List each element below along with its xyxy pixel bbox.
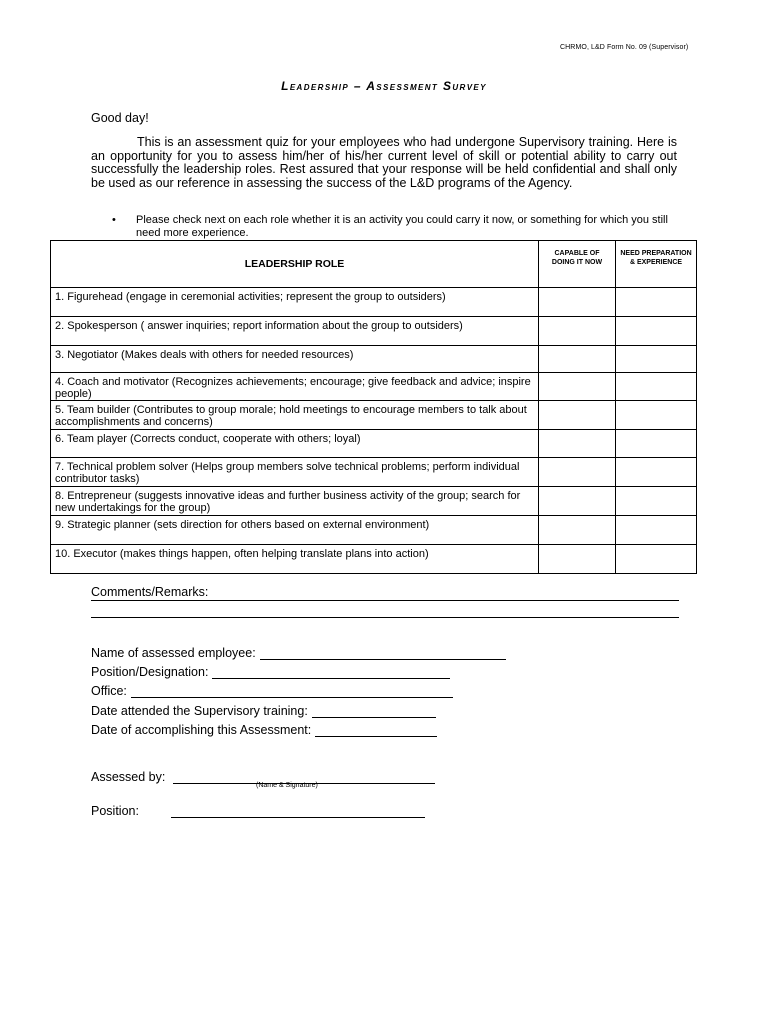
role-cell: 9. Strategic planner (sets direction for others based on external environment): [51, 516, 539, 545]
need-checkbox-cell[interactable]: [616, 401, 697, 430]
need-checkbox-cell[interactable]: [616, 288, 697, 317]
position-designation-field: [91, 665, 450, 679]
capable-checkbox-cell[interactable]: [539, 373, 616, 401]
position-field: [91, 804, 425, 818]
page-title: Leadership – Assessment Survey: [281, 79, 487, 93]
position-input-line[interactable]: [171, 805, 425, 818]
role-cell: 10. Executor (makes things happen, often helping translate plans into action): [51, 545, 539, 574]
bullet-icon: •: [112, 214, 116, 226]
date-assessment-field: [91, 723, 437, 737]
role-cell: 2. Spokesperson ( answer inquiries; report information about the group to outsiders): [51, 317, 539, 346]
need-checkbox-cell[interactable]: [616, 373, 697, 401]
leadership-role-table: [50, 240, 697, 574]
need-checkbox-cell[interactable]: [616, 458, 697, 487]
name-label: Name of assessed employee:: [91, 646, 256, 660]
role-cell: 4. Coach and motivator (Recognizes achievements; encourage; give feedback and advice; inspire people): [51, 373, 539, 401]
capable-checkbox-cell[interactable]: [539, 545, 616, 574]
table-row: [51, 373, 697, 401]
name-field: [91, 646, 506, 660]
office-label: Office:: [91, 684, 127, 698]
greeting: Good day!: [91, 111, 149, 125]
instruction-text: Please check next on each role whether it is an activity you could carry it now, or something for which you still need more experience.: [136, 214, 668, 239]
position-label: Position:: [91, 804, 139, 818]
col-header-need: NEED PREPARATION & EXPERIENCE: [616, 241, 697, 288]
assessed-by-label: Assessed by:: [91, 770, 166, 784]
date-assessment-label: Date of accomplishing this Assessment:: [91, 723, 312, 737]
table-row: [51, 487, 697, 516]
role-cell: 7. Technical problem solver (Helps group members solve technical problems; perform individual contributor tasks): [51, 458, 539, 487]
need-checkbox-cell[interactable]: [616, 346, 697, 373]
table-row: [51, 288, 697, 317]
table-row: [51, 430, 697, 458]
date-assessment-input-line[interactable]: [315, 724, 437, 737]
office-field: [91, 684, 453, 698]
table-header-row: [51, 241, 697, 288]
table-row: [51, 458, 697, 487]
table-row: [51, 346, 697, 373]
position-designation-label: Position/Designation:: [91, 665, 209, 679]
capable-checkbox-cell[interactable]: [539, 430, 616, 458]
comments-label: Comments/Remarks:: [91, 585, 209, 599]
capable-checkbox-cell[interactable]: [539, 346, 616, 373]
date-training-input-line[interactable]: [312, 705, 436, 718]
capable-checkbox-cell[interactable]: [539, 401, 616, 430]
date-training-label: Date attended the Supervisory training:: [91, 704, 308, 718]
capable-checkbox-cell[interactable]: [539, 487, 616, 516]
capable-checkbox-cell[interactable]: [539, 516, 616, 545]
need-checkbox-cell[interactable]: [616, 430, 697, 458]
intro-text: This is an assessment quiz for your employees who had undergone Supervisory training. Here is an opportunity for you to assess him/her of his/her current level of skill or potential ability to carry out successfully the leadership roles. Rest assured that your response will be held confidential and shall only be used as our reference in assessing the success of the L&D programs of the Agency.: [91, 135, 677, 190]
need-checkbox-cell[interactable]: [616, 317, 697, 346]
role-cell: 6. Team player (Corrects conduct, cooperate with others; loyal): [51, 430, 539, 458]
table-row: [51, 401, 697, 430]
role-cell: 1. Figurehead (engage in ceremonial activities; represent the group to outsiders): [51, 288, 539, 317]
name-input-line[interactable]: [260, 647, 506, 660]
intro-paragraph: [91, 136, 677, 190]
position-designation-input-line[interactable]: [212, 666, 450, 679]
table-row: [51, 545, 697, 574]
role-cell: 8. Entrepreneur (suggests innovative ideas and further business activity of the group; search for new undertakings for the group): [51, 487, 539, 516]
need-checkbox-cell[interactable]: [616, 487, 697, 516]
role-cell: 3. Negotiator (Makes deals with others for needed resources): [51, 346, 539, 373]
col-header-role: LEADERSHIP ROLE: [51, 241, 539, 288]
instruction-bullet: [112, 214, 682, 240]
form-number: CHRMO, L&D Form No. 09 (Supervisor): [560, 44, 689, 51]
role-cell: 5. Team builder (Contributes to group morale; hold meetings to encourage members to talk about accomplishments and concerns): [51, 401, 539, 430]
office-input-line[interactable]: [131, 685, 453, 698]
capable-checkbox-cell[interactable]: [539, 458, 616, 487]
comments-line-2[interactable]: [91, 617, 679, 618]
need-checkbox-cell[interactable]: [616, 516, 697, 545]
table-row: [51, 317, 697, 346]
table-row: [51, 516, 697, 545]
capable-checkbox-cell[interactable]: [539, 288, 616, 317]
capable-checkbox-cell[interactable]: [539, 317, 616, 346]
signature-caption: (Name & Signature): [256, 782, 318, 789]
col-header-capable: CAPABLE OF DOING IT NOW: [539, 241, 616, 288]
comments-line-1[interactable]: [91, 600, 679, 601]
need-checkbox-cell[interactable]: [616, 545, 697, 574]
date-training-field: [91, 704, 436, 718]
